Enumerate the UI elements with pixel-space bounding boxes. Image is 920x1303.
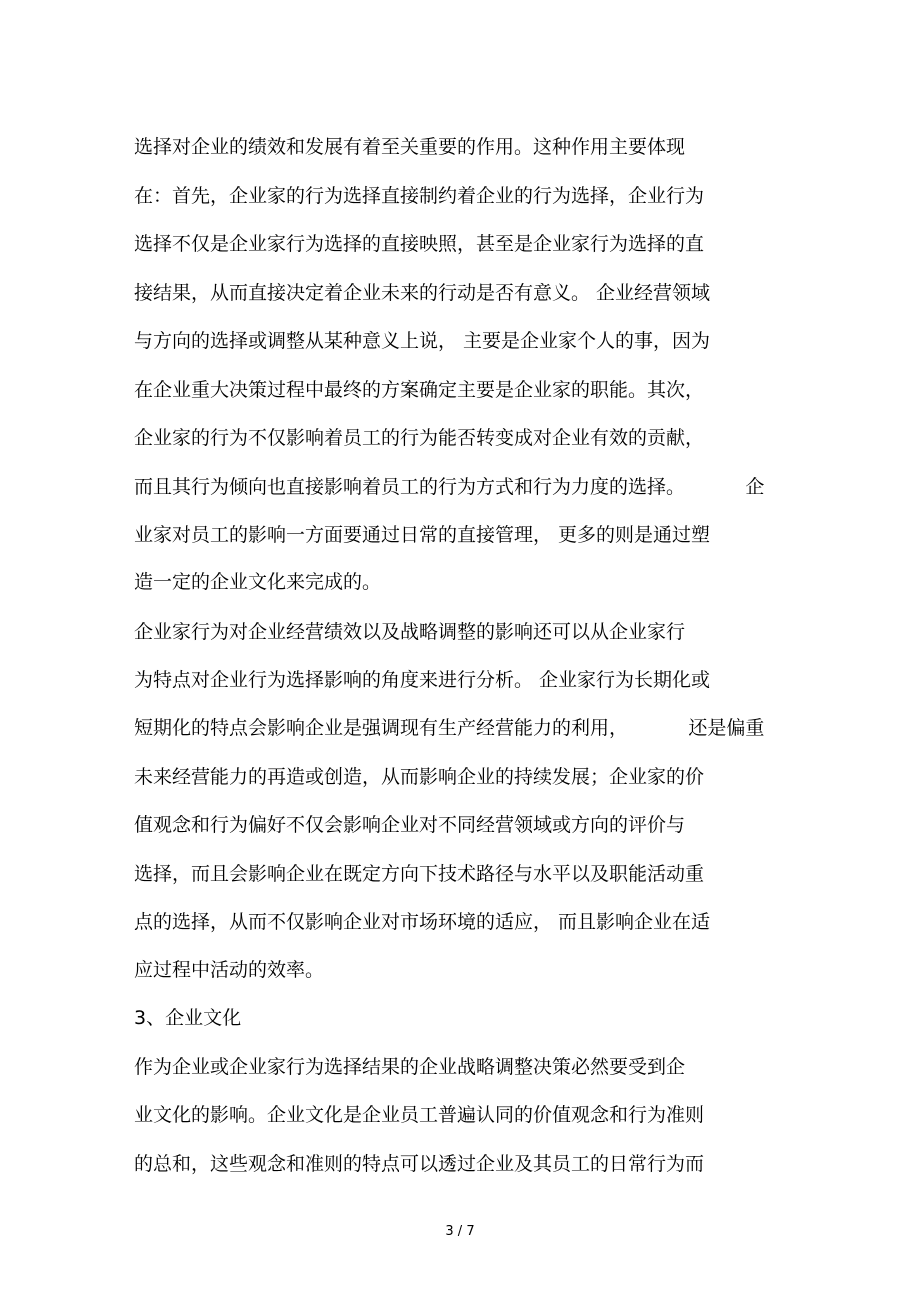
body-text-line: 选择，而且会影响企业在既定方向下技术路径与水平以及职能活动重 xyxy=(134,863,705,885)
body-text-line: 业家对员工的影响一方面要通过日常的直接管理， 更多的则是通过塑 xyxy=(134,524,711,546)
body-text-line: 而且其行为倾向也直接影响着员工的行为方式和行为力度的选择。 企 xyxy=(134,476,765,498)
body-text-line: 作为企业或企业家行为选择结果的企业战略调整决策必然要受到企 xyxy=(134,1056,686,1078)
body-text-line: 未来经营能力的再造或创造，从而影响企业的持续发展；企业家的价 xyxy=(134,766,705,788)
body-text-line: 选择不仅是企业家行为选择的直接映照，甚至是企业家行为选择的直 xyxy=(134,233,705,255)
body-text-line: 在：首先，企业家的行为选择直接制约着企业的行为选择，企业行为 xyxy=(134,185,705,207)
body-text-line: 在企业重大决策过程中最终的方案确定主要是企业家的职能。其次， xyxy=(134,379,705,401)
body-text-line: 业文化的影响。企业文化是企业员工普遍认同的价值观念和行为准则 xyxy=(134,1104,705,1126)
body-text-line: 的总和，这些观念和准则的特点可以透过企业及其员工的日常行为而 xyxy=(134,1153,705,1175)
body-text-line: 选择对企业的绩效和发展有着至关重要的作用。这种作用主要体现 xyxy=(134,136,686,158)
body-text-line: 企业家行为对企业经营绩效以及战略调整的影响还可以从企业家行 xyxy=(134,621,686,643)
body-text-line: 为特点对企业行为选择影响的角度来进行分析。 企业家行为长期化或 xyxy=(134,669,711,691)
body-text-line: 企业家的行为不仅影响着员工的行为能否转变成对企业有效的贡献， xyxy=(134,427,705,449)
body-text-line: 值观念和行为偏好不仅会影响企业对不同经营领域或方向的评价与 xyxy=(134,814,686,836)
body-text-line: 造一定的企业文化来完成的。 xyxy=(134,571,382,593)
body-text-line: 接结果，从而直接决定着企业未来的行动是否有意义。 企业经营领域 xyxy=(134,282,711,304)
section-heading: 3、企业文化 xyxy=(134,1007,242,1029)
body-text-line: 短期化的特点会影响企业是强调现有生产经营能力的利用， 还是偏重 xyxy=(134,717,765,739)
body-text-line: 应过程中活动的效率。 xyxy=(134,959,325,981)
page-number: 3 / 7 xyxy=(445,1224,475,1239)
body-text-line: 与方向的选择或调整从某种意义上说， 主要是企业家个人的事，因为 xyxy=(134,330,711,352)
body-text-line: 点的选择，从而不仅影响企业对市场环境的适应， 而且影响企业在适 xyxy=(134,911,711,933)
